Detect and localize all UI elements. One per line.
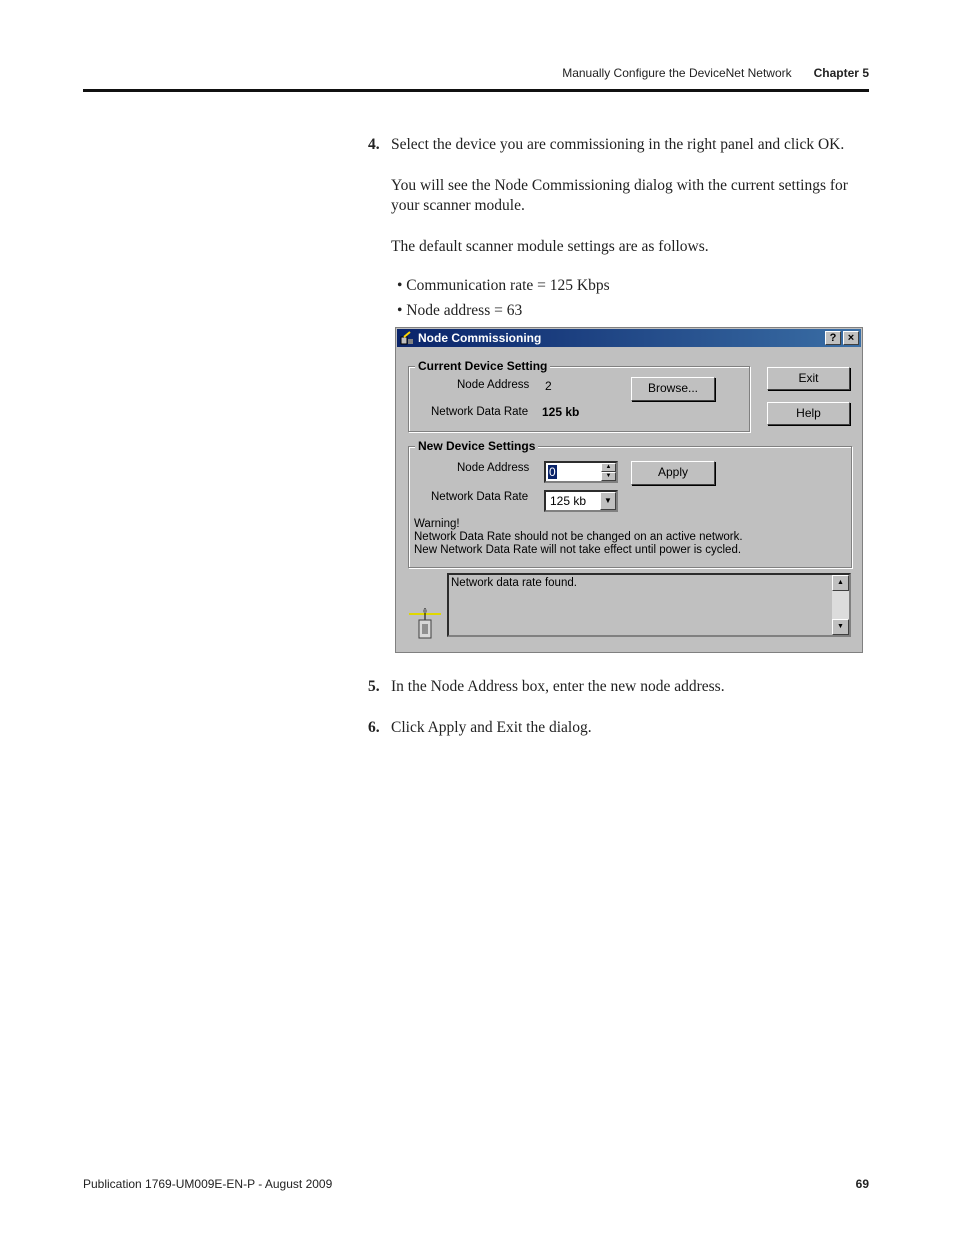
new-device-settings-title: New Device Settings <box>415 439 538 453</box>
new-device-settings-group <box>408 439 852 568</box>
header-section: Manually Configure the DeviceNet Network <box>562 66 792 80</box>
warning-heading: Warning! <box>414 518 460 530</box>
step-text: In the Node Address box, enter the new node address. <box>391 678 725 695</box>
node-commissioning-dialog <box>395 327 863 653</box>
current-rate-label: Network Data Rate <box>431 406 529 418</box>
bullet-communication-rate: • Communication rate = 125 Kbps <box>397 277 610 294</box>
help-button[interactable]: Help <box>767 402 850 425</box>
step-text: Click Apply and Exit the dialog. <box>391 719 592 736</box>
paragraph-defaults: The default scanner module settings are as follows. <box>391 238 709 255</box>
current-device-setting-group <box>408 359 750 432</box>
log-scrollbar[interactable] <box>832 575 849 635</box>
current-rate-value: 125 kb <box>542 405 580 419</box>
page-number: 69 <box>855 1177 869 1191</box>
node-address-input[interactable] <box>544 461 618 483</box>
header-rule <box>83 89 869 92</box>
spin-down-icon[interactable]: ▼ <box>601 472 616 481</box>
warning-line-1: Network Data Rate should not be changed on an active network. <box>414 531 743 543</box>
data-rate-select[interactable] <box>544 490 618 512</box>
dialog-title: Node Commissioning <box>418 331 542 345</box>
scroll-up-icon[interactable]: ▲ <box>832 575 849 591</box>
new-node-address-label: Node Address <box>457 462 530 474</box>
warning-line-2: New Network Data Rate will not take effect until power is cycled. <box>414 544 742 556</box>
current-device-setting-title: Current Device Setting <box>415 359 550 373</box>
apply-button[interactable]: Apply <box>631 461 715 485</box>
header-chapter: Chapter 5 <box>813 66 869 80</box>
chevron-down-icon[interactable]: ▼ <box>600 492 616 510</box>
step-number: 6. <box>368 719 380 736</box>
current-node-address-label: Node Address <box>457 379 530 391</box>
current-node-address-value: 2 <box>545 379 552 393</box>
status-log[interactable] <box>447 573 851 637</box>
node-address-stepper[interactable] <box>601 463 616 481</box>
node-address-value: 0 <box>549 465 556 479</box>
scroll-down-icon[interactable]: ▼ <box>832 619 849 635</box>
step-number: 4. <box>368 136 380 153</box>
dialog-titlebar <box>397 329 861 347</box>
close-icon[interactable]: × <box>843 331 859 345</box>
exit-button[interactable]: Exit <box>767 367 850 390</box>
step-text: Select the device you are commissioning in the right panel and click OK. <box>391 136 845 153</box>
device-network-icon <box>407 606 443 640</box>
network-app-icon <box>400 331 414 345</box>
paragraph-dialog-intro: You will see the Node Commissioning dialog with the current settings for your scanner module. <box>391 177 848 214</box>
footer-publication: Publication 1769-UM009E-EN-P - August 2009 <box>83 1177 333 1191</box>
running-header <box>562 66 869 80</box>
help-icon[interactable]: ? <box>825 331 841 345</box>
new-rate-label: Network Data Rate <box>431 491 529 503</box>
step-number: 5. <box>368 678 380 695</box>
status-log-text: Network data rate found. <box>451 577 577 589</box>
browse-button[interactable]: Browse... <box>631 377 715 401</box>
spin-up-icon[interactable]: ▲ <box>601 463 616 472</box>
data-rate-value: 125 kb <box>550 494 587 508</box>
bullet-node-address: • Node address = 63 <box>397 302 523 319</box>
